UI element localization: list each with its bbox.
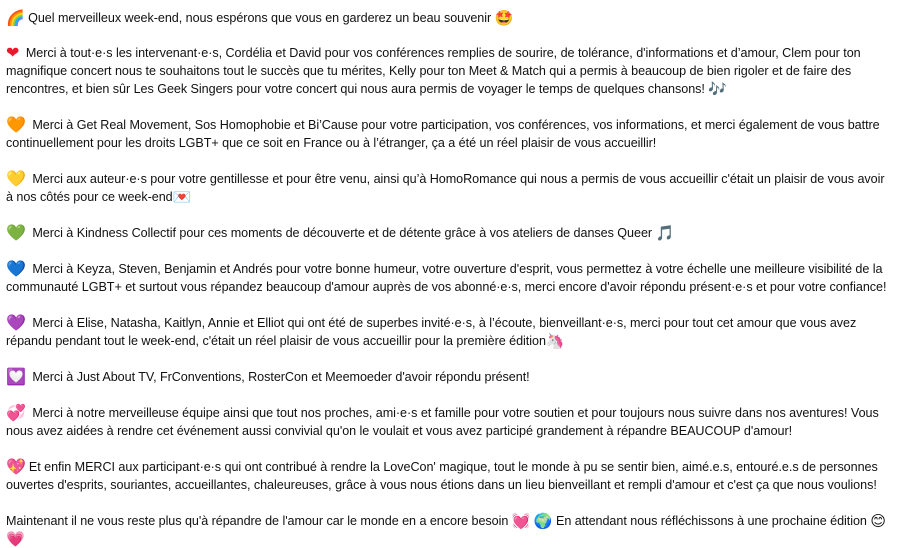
thanks-associations-paragraph bbox=[6, 116, 891, 152]
intro-text: Quel merveilleux week-end, nous espérons que vous en garderez un beau souvenir bbox=[28, 11, 492, 25]
unicorn-icon: 🦄 bbox=[545, 332, 565, 350]
music-notes-icon: 🎶 bbox=[708, 80, 727, 98]
music-note-icon: 🎵 bbox=[655, 224, 675, 242]
closing-paragraph bbox=[6, 512, 891, 548]
thanks-authors-paragraph bbox=[6, 170, 891, 206]
thanks-authors-text: Merci aux auteur·e·s pour votre gentillesse et pour être venu, ainsi qu’à HomoRomance qui nous a permis de vous accueillir c'était un plaisir de vous avoir à nos côtés pour ce week-end bbox=[6, 172, 885, 204]
revolving-hearts-icon: 💞 bbox=[6, 403, 26, 422]
closing-text-part1: Maintenant il ne vous reste plus qu'à répandre de l'amour car le monde en a encore besoin bbox=[6, 514, 509, 528]
thanks-associations-text: Merci à Get Real Movement, Sos Homophobie et Bi’Cause pour votre participation, vos conférences, vos informations, et merci également de vous battre continuellement pour les droits LGBT+ que ce soit en France ou à l’étranger, ça a été un réel plaisir de vous accueillir! bbox=[6, 118, 880, 150]
sparkling-heart-icon: 💖 bbox=[6, 457, 26, 476]
yellow-heart-icon: 💛 bbox=[6, 169, 26, 188]
thanks-media-paragraph bbox=[6, 368, 891, 386]
green-heart-icon: 💚 bbox=[6, 223, 26, 242]
rainbow-icon: 🌈 bbox=[6, 9, 25, 27]
smiling-face-icon: 😊 bbox=[870, 512, 886, 530]
star-struck-icon: 🤩 bbox=[494, 9, 514, 27]
purple-heart-icon: 💜 bbox=[6, 313, 26, 332]
love-letter-icon: 💌 bbox=[172, 188, 192, 206]
globe-icon: 🌍 bbox=[533, 512, 553, 530]
thanks-participants-paragraph bbox=[6, 458, 891, 494]
thanks-team-paragraph bbox=[6, 404, 891, 440]
heart-decoration-icon: 💟 bbox=[6, 367, 26, 386]
thanks-speakers-text: Merci à tout·e·s les intervenant·e·s, Cordélia et David pour vos conférences remplies de sourire, de tolérance, d'informations et d’amour, Clem pour ton magnifique concert nous te souhaitons tout le succès que tu mérites, Kelly pour ton Meet & Match qui a permis à beaucoup de bien rigoler et de faire des rencontres, et bien sûr Les Geek Singers pour votre concert qui nous aura permis de voyager le temps de quelques chansons! bbox=[6, 46, 861, 96]
beating-heart-icon: 💓 bbox=[511, 512, 531, 530]
thanks-guests-text: Merci à Elise, Natasha, Kaitlyn, Annie et Elliot qui ont été de superbes invité·e·s, à l’écoute, bienveillant·e·s, merci pour tout cet amour que vous avez répandu pendant tout le week-end, c'était un réel plaisir de vous accueillir pour la première édition bbox=[6, 316, 857, 348]
intro-paragraph bbox=[6, 9, 891, 27]
thanks-media-text: Merci à Just About TV, FrConventions, RosterCon et Meemoeder d'avoir répondu présent! bbox=[32, 370, 530, 384]
orange-heart-icon: 🧡 bbox=[6, 115, 26, 134]
blue-heart-icon: 💙 bbox=[6, 259, 26, 278]
thanks-speakers-paragraph bbox=[6, 44, 891, 98]
thanks-participants-text: Et enfin MERCI aux participant·e·s qui ont contribué à rendre la LoveCon' magique, tout le monde à pu se sentir bien, aimé.e.s, entouré.e.s de personnes ouvertes d'esprits, souriantes, accueillantes, chaleureuses, grâce à vous nous étions dans un lieu bienveillant et rempli d'amour et c'est ça que nous voulions! bbox=[6, 460, 878, 492]
thanks-creators-text: Merci à Keyza, Steven, Benjamin et Andrés pour votre bonne humeur, votre ouverture d'esprit, vous permettez à votre échelle une meilleure visibilité de la communauté LGBT+ et surtout vous répandez beaucoup d'amour auprès de vos abonné·e·s, merci encore d'avoir répondu présent·e·s et pour votre confiance! bbox=[6, 262, 887, 294]
closing-text-part2: En attendant nous réfléchissons à une prochaine édition bbox=[555, 514, 867, 528]
thanks-kindness-text: Merci à Kindness Collectif pour ces moments de découverte et de détente grâce à vos ateliers de danses Queer bbox=[32, 226, 653, 240]
thanks-creators-paragraph bbox=[6, 260, 891, 296]
thanks-kindness-paragraph bbox=[6, 224, 891, 242]
red-heart-icon: ❤ bbox=[6, 43, 20, 62]
thanks-team-text: Merci à notre merveilleuse équipe ainsi que tout nos proches, ami·e·s et famille pour votre soutien et pour toujours nous suivre dans nos aventures! Vous nous avez aidées à rendre cet événement aussi convivial qu'on le voulait et vous avez participé grandement à répandre BEAUCOUP d'amour! bbox=[6, 406, 879, 438]
growing-heart-icon: 💗 bbox=[6, 530, 25, 548]
thanks-guests-paragraph bbox=[6, 314, 891, 350]
